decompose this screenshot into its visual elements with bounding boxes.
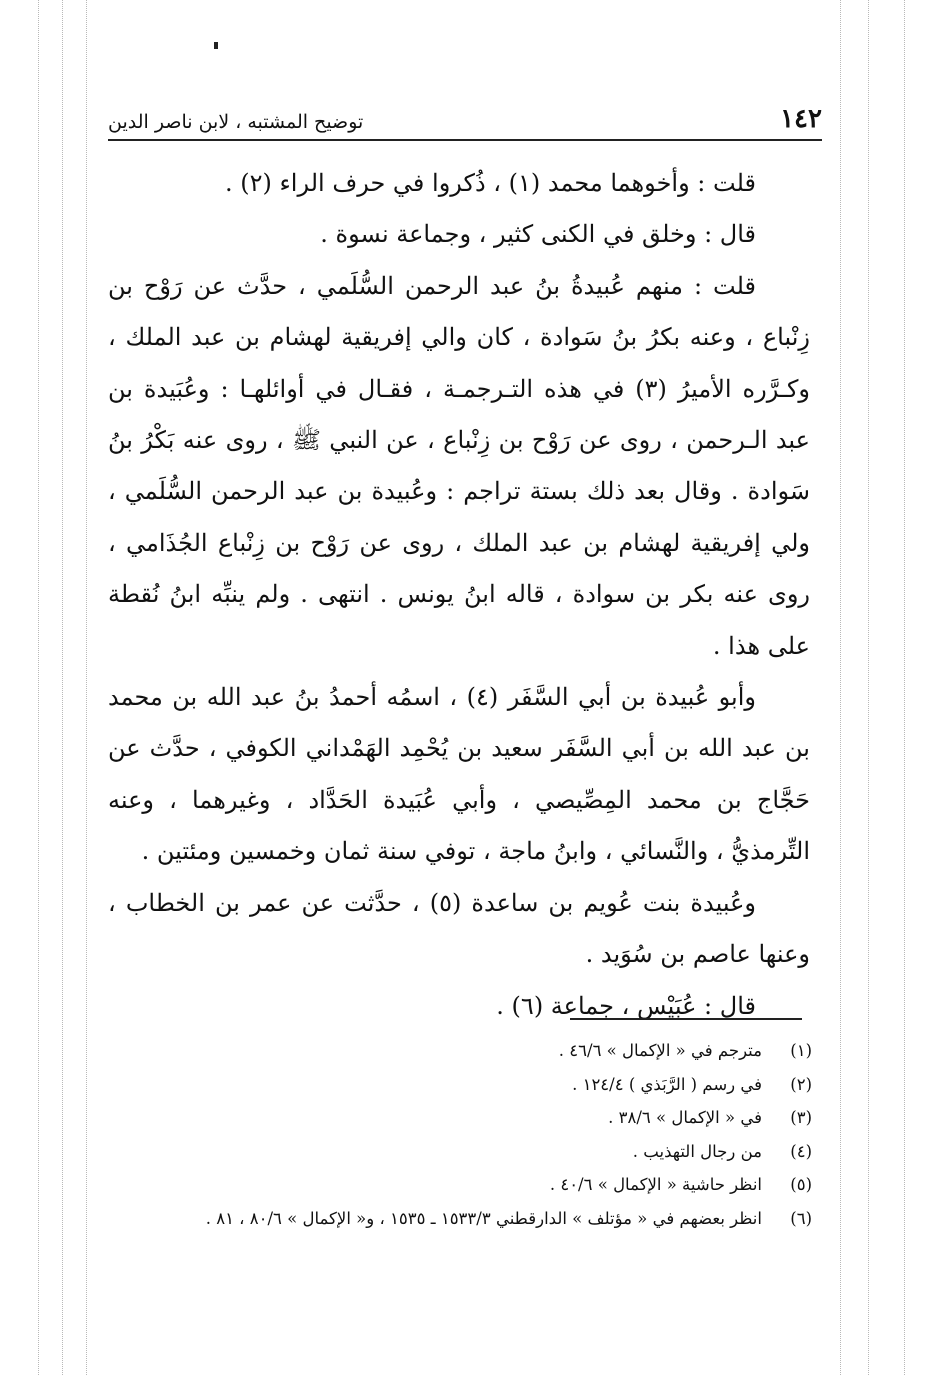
- footnote-number: (٤): [790, 1141, 812, 1161]
- footnote-text: من رجال التهذيب .: [632, 1141, 762, 1161]
- scan-artifact-line: [38, 0, 39, 1375]
- paragraph: وأبو عُبيدة بن أبي السَّفَر (٤) ، اسمُه أحمدُ بنُ عبد الله بن محمد بن عبد الله بن أبي السَّفَر سعيد بن يُحْمِد الهَمْداني الكوفي ، حدَّث عن حَجَّاج بن محمد المِصِّيصي ، وأبي عُبَيدة الحَدَّاد ، وغيرهما ، وعنه التِّرمذيُّ ، والنَّسائي ، وابنُ ماجة ، توفي سنة ثمان وخمسين ومئتين .: [108, 683, 810, 866]
- footnote-text: انظر حاشية « الإكمال » ٤٠/٦ .: [549, 1175, 762, 1194]
- footnote: [108, 1168, 812, 1202]
- paragraph: وعُبيدة بنت عُويم بن ساعدة (٥) ، حدَّثت عن عمر بن الخطاب ، وعنها عاصم بن سُوَيد .: [108, 888, 810, 969]
- paragraph: قلت : وأخوهما محمد (١) ، ذُكروا في حرف الراء (٢) .: [225, 169, 756, 197]
- footnote-rule: [570, 1018, 802, 1020]
- footnote-number: (٦): [790, 1208, 812, 1228]
- paragraph: قال : عُبَيْس ، جماعة (٦) .: [496, 991, 756, 1020]
- footnote: [108, 1135, 812, 1169]
- footnote-text: مترجم في « الإكمال » ٤٦/٦ .: [558, 1041, 762, 1060]
- ink-speck: [214, 42, 218, 49]
- footnote-number: (٥): [790, 1175, 812, 1194]
- page-header: [108, 92, 822, 132]
- footnote: [108, 1202, 812, 1236]
- paragraph: قال : وخلق في الكنى كثير ، وجماعة نسوة .: [320, 220, 756, 249]
- scan-artifact-line: [868, 0, 869, 1375]
- footnotes: [108, 1034, 812, 1235]
- scan-artifact-line: [86, 0, 87, 1375]
- scan-artifact-line: [904, 0, 905, 1375]
- main-text: [108, 158, 810, 1032]
- footnote-text: انظر بعضهم في « مؤتلف » الدارقطني ١٥٣٣/٣ ـ ١٥٣٥ ، و« الإكمال » ٨٠/٦ ، ٨١ .: [205, 1208, 762, 1228]
- scan-artifact-line: [840, 0, 841, 1375]
- footnote: [108, 1034, 812, 1068]
- scan-artifact-line: [62, 0, 63, 1375]
- footnote-number: (١): [790, 1041, 812, 1060]
- footnote-number: (٢): [790, 1074, 812, 1094]
- footnote: [108, 1068, 812, 1102]
- header-rule: [108, 139, 822, 141]
- page-number: ١٤٢: [780, 104, 822, 134]
- running-title: توضيح المشتبه ، لابن ناصر الدين: [108, 111, 364, 133]
- footnote-text: في « الإكمال » ٣٨/٦ .: [608, 1108, 762, 1127]
- paragraph: قلت : منهم عُبيدةُ بنُ عبد الرحمن السُّلَمي ، حدَّث عن رَوْح بن زِنْباع ، وعنه بكرُ بنُ سَوادة ، كان والي إفريقية لهشام بن عبد الملك ، وكـرَّره الأميرُ (٣) في هذه التـرجمـة ، فقـال في أوائلهـا : وعُبَيدة بن عبد الـرحمن ، روى عن رَوْح بن زِنْباع ، عن النبي ﷺ ، روى عنه بَكْرُ بنُ سَوادة . وقال بعد ذلك بستة تراجم : وعُبيدة بن عبد الرحمن السُّلَمي ، ولي إفريقية لهشام بن عبد الملك ، روى عن رَوْح بن زِنْباع الجُذَامي ، روى عنه بكر بن سوادة ، قاله ابنُ يونس . انتهى . ولم ينبِّه ابنُ نُقطة على هذا .: [108, 271, 810, 660]
- footnote: [108, 1101, 812, 1135]
- footnote-text: في رسم ( الرَّبَذي ) ١٢٤/٤ .: [572, 1074, 762, 1094]
- footnote-number: (٣): [790, 1108, 812, 1127]
